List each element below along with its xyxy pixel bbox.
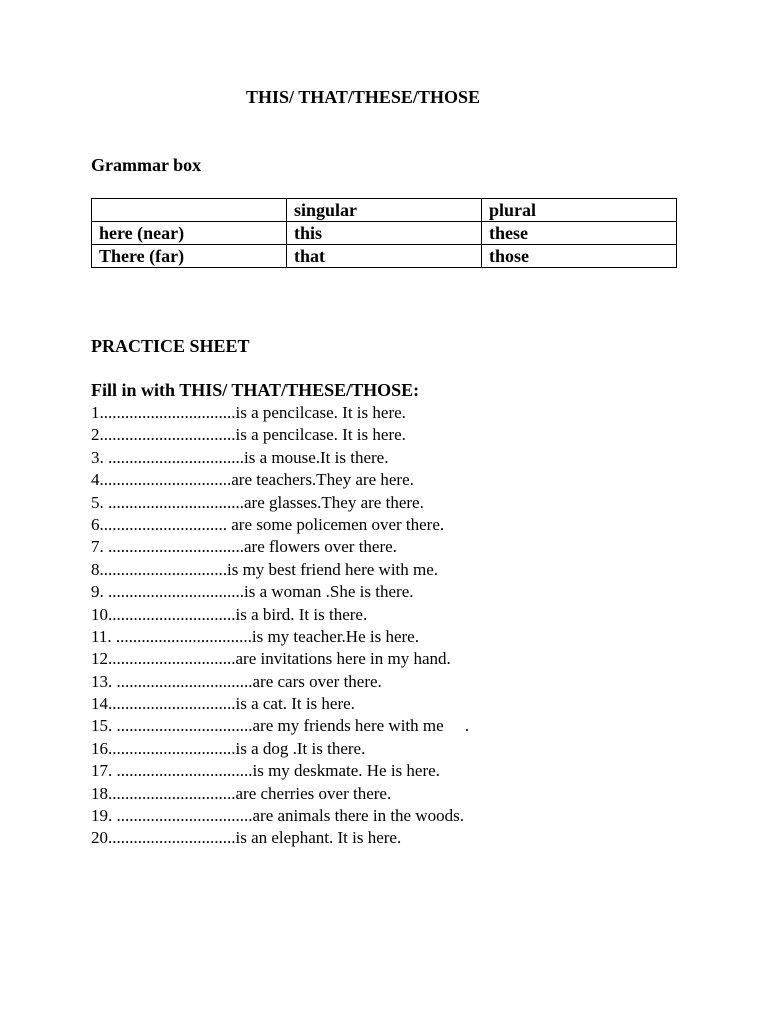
grammar-table-cell-these: these [482, 222, 677, 245]
exercise-item: 20..............................is an elephant. It is here. [91, 828, 402, 848]
grammar-table-cell-this: this [287, 222, 482, 245]
exercise-item: 10..............................is a bird. It is there. [91, 604, 368, 624]
exercise-item: 16..............................is a dog .It is there. [91, 738, 366, 758]
exercise-item: 18..............................are cherries over there. [91, 783, 392, 803]
exercise-item: 13. ................................are cars over there. [91, 671, 382, 691]
exercise-item: 12..............................are invitations here in my hand. [91, 649, 451, 669]
grammar-table [91, 198, 677, 268]
grammar-table-cell-near-label: here (near) [92, 222, 287, 245]
exercise-item: 4...............................are teachers.They are here. [91, 470, 414, 490]
exercise-item: 7. ................................are flowers over there. [91, 537, 397, 557]
exercise-item: 8..............................is my best friend here with me. [91, 559, 439, 579]
exercise-item: 2................................is a pencilcase. It is here. [91, 425, 406, 445]
grammar-table-cell-plural-header: plural [482, 199, 677, 222]
exercise-item: 11. ................................is my teacher.He is here. [91, 626, 419, 646]
page-title: THIS/ THAT/THESE/THOSE [246, 87, 480, 107]
grammar-box-heading: Grammar box [91, 155, 202, 175]
exercise-item: 5. ................................are glasses.They are there. [91, 492, 424, 512]
exercise-item: 15. ................................are my friends here with me . [91, 716, 470, 736]
grammar-table-row-far [92, 245, 677, 268]
practice-sheet-heading: PRACTICE SHEET [91, 336, 250, 356]
grammar-table-cell [92, 199, 287, 222]
exercise-item: 14..............................is a cat. It is here. [91, 694, 355, 714]
grammar-table-cell-that: that [287, 245, 482, 268]
grammar-table-row-near [92, 222, 677, 245]
grammar-table-header-row [92, 199, 677, 222]
exercise-item: 19. ................................are animals there in the woods. [91, 806, 464, 826]
exercise-item: 17. ................................is my deskmate. He is here. [91, 761, 440, 781]
exercise-item: 1................................is a pencilcase. It is here. [91, 403, 406, 422]
grammar-table-cell-those: those [482, 245, 677, 268]
grammar-table-cell-singular-header: singular [287, 199, 482, 222]
exercise-item: 9. ................................is a woman .She is there. [91, 582, 414, 602]
exercise-item: 3. ................................is a mouse.It is there. [91, 447, 389, 467]
exercise-item: 6.............................. are some policemen over there. [91, 514, 445, 534]
grammar-table-cell-far-label: There (far) [92, 245, 287, 268]
exercise-list [91, 402, 469, 850]
instruction-text: Fill in with THIS/ THAT/THESE/THOSE: [91, 380, 420, 400]
